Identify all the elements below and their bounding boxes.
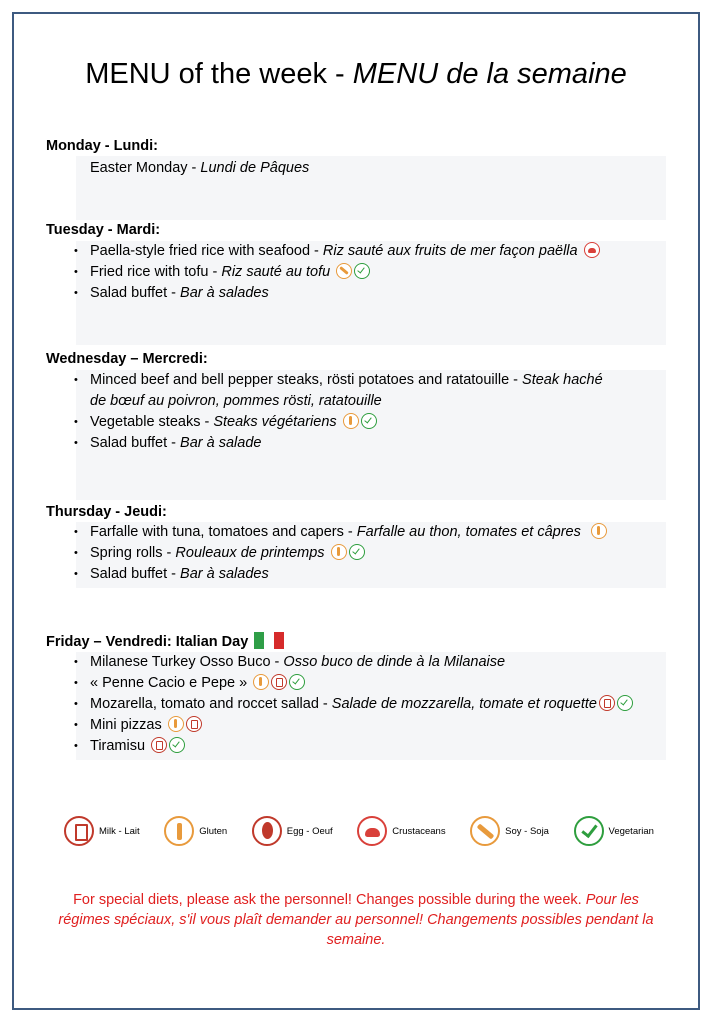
item-french: Bar à salades (180, 566, 269, 582)
italian-flag-icon (254, 632, 284, 649)
wednesday-box (76, 370, 666, 500)
vegetarian-icon (289, 674, 305, 690)
thursday-box (76, 522, 666, 588)
title-english: MENU of the week - (85, 58, 353, 90)
gluten-icon (591, 523, 607, 539)
list-item (76, 694, 666, 715)
item-french-continued: de bœuf au poivron, pommes rösti, ratatouille (90, 393, 382, 409)
item-french: Farfalle au thon, tomates et câpres (356, 524, 581, 540)
gluten-icon (253, 674, 269, 690)
milk-icon (151, 737, 167, 753)
friday-box (76, 652, 666, 760)
list-item (76, 241, 666, 262)
item-french: Salade de mozzarella, tomate et roquette (331, 696, 597, 712)
list-item (76, 736, 666, 757)
page-title (14, 58, 698, 91)
monday-box (76, 156, 666, 220)
menu-page (12, 12, 700, 1010)
friday-heading-text: Friday – Vendredi: Italian Day (46, 634, 249, 650)
friday-heading (46, 632, 284, 650)
thursday-heading: Thursday - Jeudi: (46, 504, 167, 520)
item-english: Salad buffet - (90, 566, 181, 582)
legend-label: Egg - Oeuf (286, 825, 333, 837)
vegetarian-icon (169, 737, 185, 753)
crustaceans-icon (357, 816, 387, 846)
list-item (76, 543, 666, 564)
special-diets-notice (54, 890, 658, 950)
legend-item-soy (470, 816, 549, 846)
gluten-icon (331, 544, 347, 560)
item-french: Steak haché (522, 372, 603, 388)
item-english: Fried rice with tofu - (90, 264, 222, 280)
title-french: MENU de la semaine (352, 58, 627, 90)
crustaceans-icon (584, 242, 600, 258)
soy-icon (470, 816, 500, 846)
gluten-icon (164, 816, 194, 846)
flag-stripe-white (264, 632, 274, 649)
item-french: Osso buco de dinde à la Milanaise (283, 654, 506, 670)
notice-french: Pour les régimes spéciaux, s'il vous plaît demander au personnel! Changements possibles pendant la semaine. (58, 892, 654, 948)
list-item (76, 564, 666, 585)
milk-icon (64, 816, 94, 846)
monday-note (76, 156, 666, 179)
list-item (76, 412, 666, 433)
milk-icon (271, 674, 287, 690)
item-french: Steaks végétariens (213, 414, 337, 430)
tuesday-items (76, 241, 666, 304)
thursday-items (76, 522, 666, 585)
friday-items (76, 652, 666, 757)
item-french: Riz sauté au tofu (221, 264, 331, 280)
flag-stripe-green (254, 632, 264, 649)
item-english: Salad buffet - (90, 435, 181, 451)
item-english: Mini pizzas (90, 717, 162, 733)
flag-stripe-red (274, 632, 284, 649)
monday-note-english: Easter Monday - (90, 160, 201, 176)
notice-english: For special diets, please ask the personnel! Changes possible during the week. (73, 892, 586, 908)
legend-item-crustaceans (357, 816, 445, 846)
monday-heading: Monday - Lundi: (46, 138, 158, 154)
item-french: Bar à salade (180, 435, 262, 451)
list-item (76, 715, 666, 736)
list-item (76, 673, 666, 694)
tuesday-box (76, 241, 666, 345)
legend-item-egg (252, 816, 333, 846)
gluten-icon (343, 413, 359, 429)
item-english: Minced beef and bell pepper steaks, rösti potatoes and ratatouille - (90, 372, 523, 388)
item-english: « Penne Cacio e Pepe » (90, 675, 248, 691)
vegetarian-icon (361, 413, 377, 429)
wednesday-items (76, 370, 666, 454)
egg-icon (252, 816, 282, 846)
item-english: Salad buffet - (90, 285, 181, 301)
item-english: Spring rolls - (90, 545, 176, 561)
vegetarian-icon (617, 695, 633, 711)
legend-label: Vegetarian (608, 825, 654, 837)
milk-icon (186, 716, 202, 732)
list-item (76, 433, 666, 454)
legend-label: Soy - Soja (505, 825, 549, 837)
soy-icon (336, 263, 352, 279)
vegetarian-icon (349, 544, 365, 560)
allergen-legend (64, 814, 654, 848)
vegetarian-icon (354, 263, 370, 279)
list-item (76, 522, 666, 543)
list-item (76, 262, 666, 283)
item-english: Vegetable steaks - (90, 414, 214, 430)
item-english: Paella-style fried rice with seafood - (90, 243, 323, 259)
item-english: Milanese Turkey Osso Buco - (90, 654, 284, 670)
legend-item-gluten (164, 816, 227, 846)
list-item (76, 283, 666, 304)
legend-label: Gluten (199, 825, 228, 837)
item-french: Riz sauté aux fruits de mer façon paëlla (322, 243, 578, 259)
vegetarian-icon (574, 816, 604, 846)
item-english: Farfalle with tuna, tomatoes and capers - (90, 524, 357, 540)
item-english: Tiramisu (90, 738, 146, 754)
legend-item-milk (64, 816, 140, 846)
legend-label: Crustaceans (392, 825, 446, 837)
item-french: Rouleaux de printemps (175, 545, 325, 561)
legend-label: Milk - Lait (99, 825, 140, 837)
list-item (76, 652, 666, 673)
wednesday-heading: Wednesday – Mercredi: (46, 351, 208, 367)
item-english: Mozarella, tomato and roccet sallad - (90, 696, 332, 712)
milk-icon (599, 695, 615, 711)
item-french: Bar à salades (180, 285, 269, 301)
tuesday-heading: Tuesday - Mardi: (46, 222, 161, 238)
legend-item-vegetarian (574, 816, 654, 846)
gluten-icon (168, 716, 184, 732)
list-item (76, 370, 666, 412)
monday-note-french: Lundi de Pâques (200, 160, 310, 176)
